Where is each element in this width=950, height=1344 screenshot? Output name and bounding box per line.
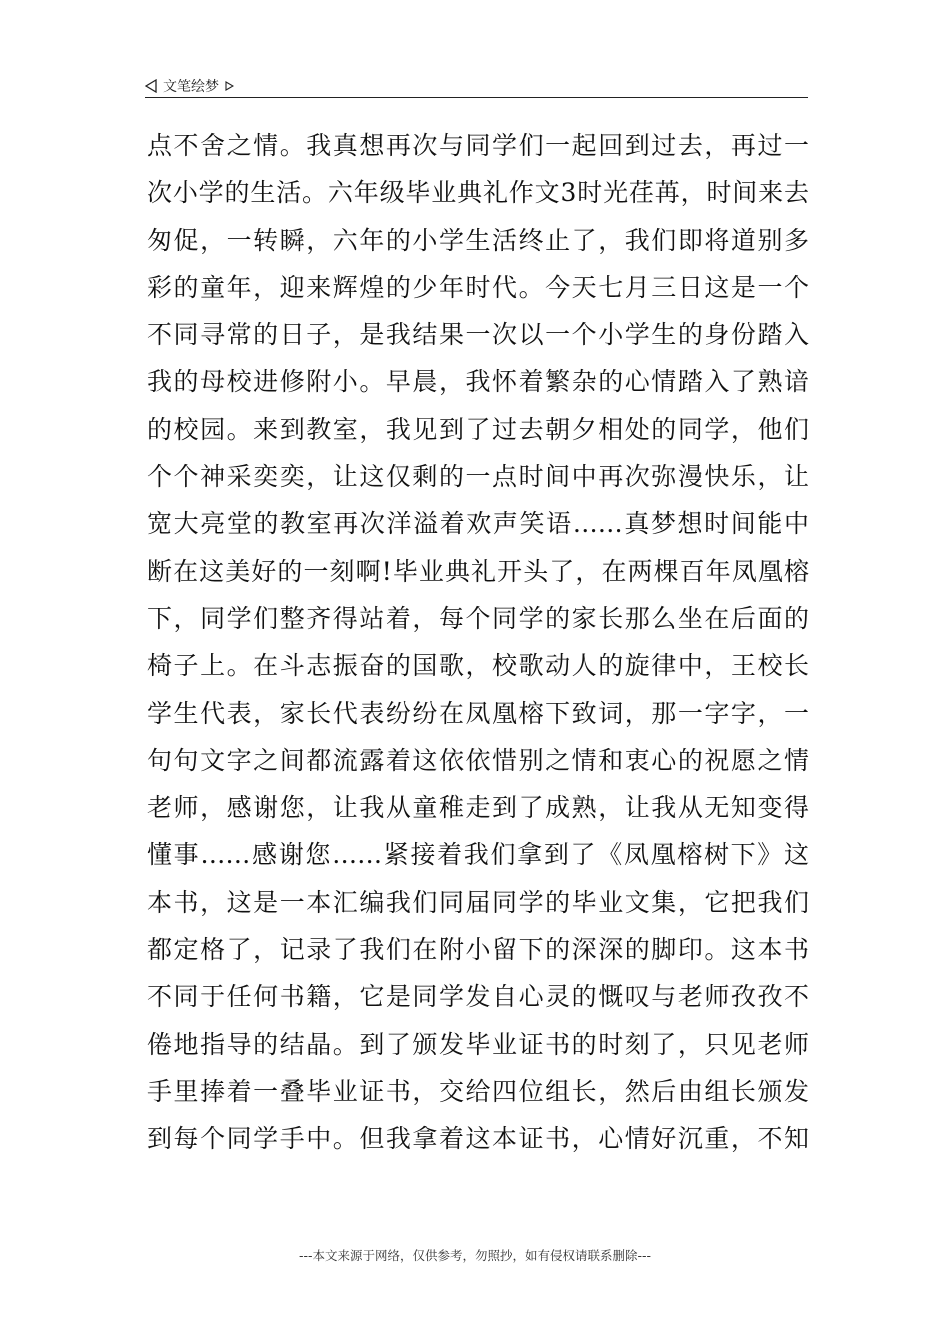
essay-line: 手里捧着一叠毕业证书，交给四位组长，然后由组长颁发 [147, 1076, 809, 1106]
essay-line: 次小学的生活。六年级毕业典礼作文3时光荏苒，时间来去 [147, 178, 809, 208]
footer-notice: ---本文来源于网络，仅供参考，勿照抄，如有侵权请联系删除--- [298, 1248, 652, 1263]
essay-line: 点不舍之情。我真想再次与同学们一起回到过去，再过一 [147, 131, 809, 160]
essay-line: 到每个同学手中。但我拿着这本证书，心情好沉重，不知 [147, 1124, 809, 1154]
essay-line: 彩的童年，迎来辉煌的少年时代。今天七月三日这是一个 [147, 272, 809, 302]
header-divider [145, 97, 808, 98]
header-brand-label: 文笔绘梦 [163, 79, 219, 95]
essay-body [147, 122, 809, 1163]
essay-line: 不同寻常的日子，是我结果一次以一个小学生的身份踏入 [147, 320, 809, 350]
essay-line: 都定格了，记录了我们在附小留下的深深的脚印。这本书 [147, 935, 809, 965]
essay-line: 下，同学们整齐得站着，每个同学的家长那么坐在后面的 [147, 603, 809, 633]
essay-line: 的校园。来到教室，我见到了过去朝夕相处的同学，他们 [147, 414, 809, 444]
essay-line: 不同于任何书籍，它是同学发自心灵的慨叹与老师孜孜不 [147, 982, 809, 1012]
essay-line: 倦地指导的结晶。到了颁发毕业证书的时刻了，只见老师 [147, 1029, 809, 1059]
essay-line: 我的母校进修附小。早晨，我怀着繁杂的心情踏入了熟谙 [147, 367, 809, 397]
essay-line: 宽大亮堂的教室再次洋溢着欢声笑语……真梦想时间能中 [147, 509, 809, 539]
essay-line: 个个神采奕奕，让这仅剩的一点时间中再次弥漫快乐，让 [147, 462, 809, 492]
essay-line: 本书，这是一本汇编我们同届同学的毕业文集，它把我们 [147, 887, 809, 917]
essay-line: 句句文字之间都流露着这依依惜别之情和衷心的祝愿之情 [147, 745, 809, 775]
triangle-left-icon [145, 79, 157, 93]
essay-line: 椅子上。在斗志振奋的国歌，校歌动人的旋律中，王校长 [147, 651, 809, 681]
triangle-right-icon [225, 81, 234, 91]
essay-line: 老师，感谢您，让我从童稚走到了成熟，让我从无知变得 [147, 793, 809, 823]
essay-line: 匆促，一转瞬，六年的小学生活终止了，我们即将道别多 [147, 225, 809, 255]
essay-line: 懂事……感谢您……紧接着我们拿到了《凤凰榕树下》这 [147, 840, 809, 870]
essay-line: 断在这美好的一刻啊!毕业典礼开头了，在两棵百年凤凰榕 [147, 556, 809, 586]
page-header [145, 74, 808, 98]
header-brand [145, 76, 234, 96]
essay-line: 学生代表，家长代表纷纷在凤凰榕下致词，那一字字，一 [147, 698, 809, 728]
